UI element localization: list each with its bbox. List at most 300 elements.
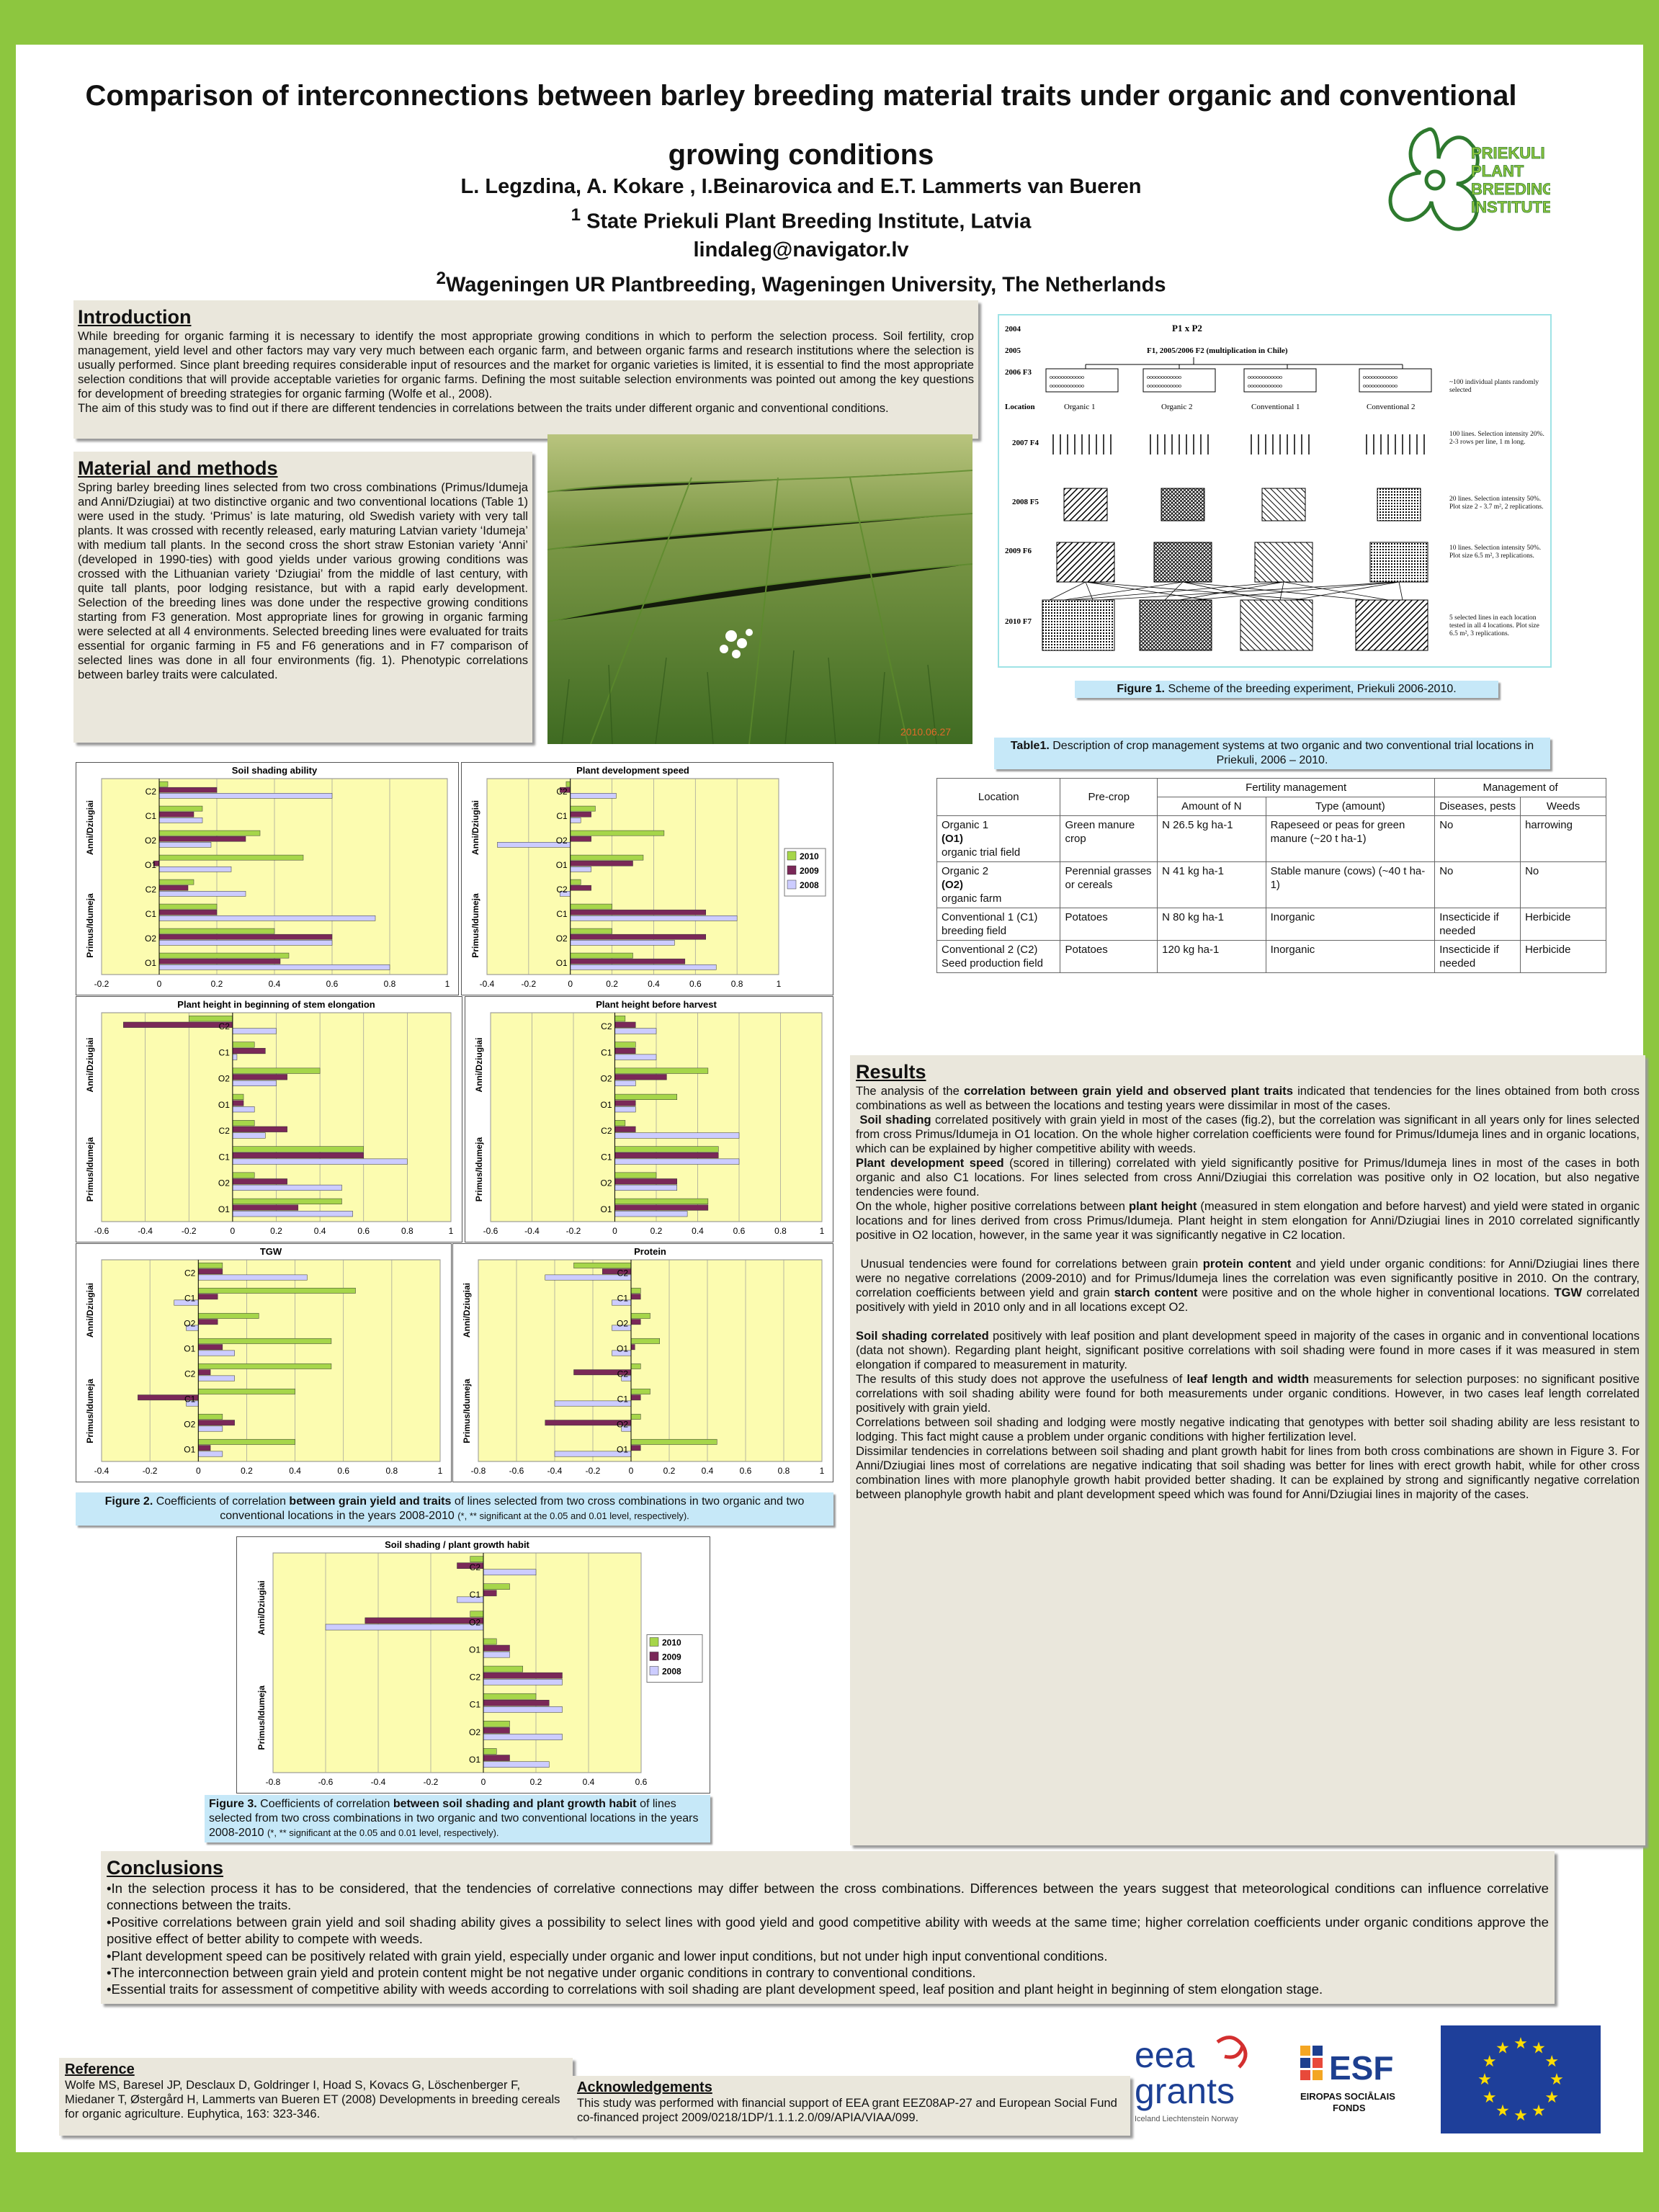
cell-n: N 80 kg ha-1 [1158,908,1266,941]
tick-label: -0.2 [142,1466,158,1476]
scheme-note-4: 10 lines. Selection intensity 50%. Plot size 6.5 m², 3 replications. [1449,545,1542,560]
scheme-seeds-8: oooooooooooo [1363,382,1398,389]
cell-type: Rapeseed or peas for green manure (~20 t ha-1) [1266,816,1435,862]
bar-2009 [159,934,332,939]
breeding-scheme [998,314,1552,668]
th-fertility: Fertility management [1158,779,1435,797]
cell-location: Conventional 1 (C1) [942,911,1038,923]
cell-n: 120 kg ha-1 [1158,941,1266,973]
r1c: indicated that tendencies for the lines obtained from both cross combinations as well as between the locations and testing years were dissimilar in most of the cases. [856,1084,1640,1112]
bar-2009 [233,1127,287,1132]
tick-label: -0.2 [521,979,537,989]
fig2-text-c: of lines selected from two cross combinations in two organic and two conventional locations in the years 2008-2010 [220,1495,805,1522]
category-label: O2 [144,933,156,944]
bar-2010 [198,1439,295,1444]
bar-2010 [159,879,194,885]
tick-label: 0.6 [357,1226,370,1236]
category-label: C2 [218,1021,230,1032]
bar-2008 [615,1159,740,1165]
bar-2009 [615,1022,636,1028]
esf-line1: EIROPAS SOCIĀLAIS [1300,2091,1395,2102]
legend-swatch [650,1667,658,1675]
author-block [210,173,1392,299]
chart-plant-development [461,762,833,995]
tick-label: -0.6 [94,1226,109,1236]
bar-2010 [574,1263,632,1268]
bar-2010 [571,855,643,860]
category-label: C1 [184,1293,196,1304]
scheme-note-1: ~100 individual plants randomly selected [1449,379,1539,394]
tick-label: 0.8 [385,1466,398,1476]
plot-area [273,1553,641,1773]
tick-label: -0.8 [470,1466,486,1476]
category-label: C2 [556,885,568,895]
bar-2010 [483,1584,510,1590]
grants-word: grants [1135,2071,1235,2111]
bar-2008 [483,1679,563,1685]
figure1-text: Scheme of the breeding experiment, Priekuli 2006-2010. [1165,683,1457,695]
category-label: C2 [184,1369,196,1379]
conclusion-item: •Positive correlations between grain yield and soil shading ability gives a possibility to select lines with good yield and good competitive ability with weeds at the same time; higher correlation coefficients under organic conditions approve the positive effect of better ability to compete with weeds. [107,1914,1549,1947]
category-label: C2 [145,885,156,895]
eu-star-icon: ★ [1513,2107,1528,2125]
chart-title: TGW [259,1246,282,1257]
reference-heading: Reference [65,2061,135,2077]
bar-2009 [483,1590,496,1596]
tick-label: 0 [480,1777,486,1787]
institute2: Wageningen UR Plantbreeding, Wageningen University, The Netherlands [445,273,1166,297]
tick-label: -0.4 [524,1226,540,1236]
category-label: C1 [145,811,156,821]
tick-label: 0.6 [337,1466,350,1476]
scheme-year-2005: 2005 [1005,346,1021,355]
bar-2010 [159,806,202,811]
esf-logo [1297,2035,1412,2125]
bar-2010 [233,1173,254,1178]
fig3-text-b: between soil shading and plant growth habit [393,1798,637,1810]
th-management: Management of [1435,779,1606,797]
bar-2009 [571,959,685,964]
bar-2009 [631,1345,635,1350]
scheme-seeds-1: oooooooooooo [1050,374,1084,380]
bar-2008 [571,793,617,798]
category-label: O2 [555,933,568,944]
cell-diseases: Insecticide if needed [1435,908,1521,941]
conclusion-item: •Plant development speed can be positively related with grain yield, especially under organic and lower input conditions, but not under high input conventional conditions. [107,1948,1108,1964]
group-label: Anni/Dziugiai [474,1037,484,1093]
bar-2009 [483,1727,510,1733]
scheme-year-2004: 2004 [1005,325,1021,333]
bar-2009 [198,1345,223,1350]
scheme-note-2: 100 lines. Selection intensity 20%. 2-3 rows per line, 1 m long. [1449,431,1544,446]
figure1-caption [1075,681,1498,698]
tick-label: 0.6 [739,1466,752,1476]
email[interactable]: lindaleg@navigator.lv [693,238,909,261]
legend-label: 2009 [662,1652,681,1662]
eu-star-icon: ★ [1531,2102,1546,2121]
scheme-loc-c2: Conventional 2 [1367,403,1416,411]
results-p1 [856,1084,1640,1113]
category-label: C1 [601,1047,612,1058]
bar-2008 [483,1706,563,1712]
r6a: Soil shading correlated [856,1329,989,1343]
reference-section [59,2058,573,2136]
bar-2009 [159,787,217,792]
category-label: C1 [218,1047,230,1058]
chart-title: Protein [634,1246,666,1257]
cell-location: Conventional 2 (C2) [942,944,1038,956]
bar-2010 [198,1288,355,1293]
group-label: Anni/Dziugiai [85,800,95,855]
scheme-f1f2: F1, 2005/2006 F2 (multiplication in Chile) [1147,346,1288,355]
r4a: On the whole, higher positive correlations between [856,1199,1129,1213]
bar-2010 [615,1016,625,1021]
intro-text: While breeding for organic farming it is necessary to identify the most appropriate growing conditions in which to perform the selection process. Soil fertility, crop management, yield level and other factors may vary very much between each organic farm, and between organic farms and research institutions where the selection is usually performed. Since plant breeding requires considerable input of resources and the market for organic varieties is limited, it is essential to find the most appropriate selection conditions that will provide acceptable varieties for organic farms. Defining the most suitable selection environments was pointed out among the key questions for development of breeding strategies for organic farming (Wolfe et al., 2008). [78,329,974,400]
r5f: TGW [1554,1286,1583,1299]
cell-precrop: Perennial grasses or cereals [1060,862,1158,908]
results-p9: Dissimilar tendencies in correlations between soil shading and plant growth habit for lines from both cross combinations are shown in Figure 3. For Anni/Dziugiai lines most of correlations are negative indicating that soil shading was better for lines with erect growth habit, while for other cross combination lines with more planophyle growth habit provided better shading. It can be explained by strong and significantly negative correlation between planophyle growth habit and plant development speed which was found for Anni/Dziugiai lines in majority of the cases. [856,1444,1640,1501]
photo-date-stamp: 2010.06.27 [900,726,952,738]
bar-2010 [631,1389,650,1394]
legend-label: 2009 [800,866,819,876]
bar-2008 [233,1185,342,1191]
tick-label: -0.4 [138,1226,153,1236]
scheme-year-2009: 2009 F6 [1005,547,1032,555]
bar-2008 [233,1159,408,1165]
bar-2010 [198,1263,223,1268]
bar-2009 [631,1395,640,1400]
bar-2008 [159,964,390,970]
r6c: positively with leaf position and plant development speed in majority of the cases in organic and in conventional locations (data not shown). Regarding plant height, significant positive correlations with soil shading were found in more cases if it was measured in stem elongation if compared to measurement in maturity. [856,1329,1640,1371]
bar-2009 [483,1700,549,1706]
tick-label: 0 [628,1466,634,1476]
tick-label: -0.4 [547,1466,563,1476]
bar-2009 [483,1673,563,1678]
category-label: O2 [616,1318,628,1329]
results-p7 [856,1372,1640,1415]
reference-text: Wolfe MS, Baresel JP, Desclaux D, Goldringer I, Hoad S, Kovacs G, Löschenberger F, Miedaner T, Østergård H, Lammerts van Bueren ET (2008) Developments in breeding cereals for organic agriculture. Euphytica, 163: 323-346. [65,2078,560,2121]
bar-2009 [365,1618,483,1624]
bar-2009 [233,1048,265,1054]
bar-2008 [198,1426,223,1431]
results-p4 [856,1199,1640,1242]
fig2-text-d: (*, ** significant at the 0.05 and 0.01 level, respectively). [457,1510,689,1521]
category-label: O1 [184,1444,196,1455]
bar-2010 [571,904,612,909]
bar-2009 [631,1446,640,1451]
bar-2010 [615,1042,636,1048]
eea-grants-logo [1131,2031,1286,2132]
r3c: (scored in tillering) correlated with yield significantly positive for Primus/Idumeja lines in most of the cases in both organic and also C1 locations. For lines selected from cross Anni/Dziugiai this correlation was positive only in O2 location, but also negative tendencies were found. [856,1156,1640,1199]
r1a: The analysis of the [856,1084,964,1098]
bar-2010 [571,879,581,885]
methods-heading: Material and methods [78,457,278,479]
tick-label: 0 [612,1226,617,1236]
eea-grants-icon [1131,2031,1286,2132]
category-label: C2 [601,1021,612,1032]
category-label: O1 [184,1343,196,1354]
bar-2008 [198,1376,234,1381]
authors-line [210,173,1392,201]
results-section [850,1055,1645,1845]
bar-2009 [159,836,246,841]
chart-protein [452,1243,833,1482]
institute-line [210,201,1392,236]
bar-2010 [631,1338,660,1343]
esf-word: ESF [1329,2049,1394,2087]
bar-2009 [571,861,633,866]
bar-2008 [483,1570,536,1575]
tick-label: 0.2 [241,1466,253,1476]
intro-aim: The aim of this study was to find out if there are different tendencies in correlations between the traits under different organic and conventional conditions. [78,401,889,415]
bar-2008 [483,1734,563,1739]
legend-swatch [650,1652,658,1661]
bar-2009 [198,1370,210,1375]
scheme-seeds-6: oooooooooooo [1248,382,1282,389]
bar-2010 [470,1557,483,1562]
tick-label: 1 [444,979,450,989]
chart-height-stem-elongation [76,996,462,1242]
cell-precrop: Potatoes [1060,908,1158,941]
tick-label: -0.4 [94,1466,109,1476]
group-label: Primus/Idumeja [462,1379,472,1443]
table-row [937,816,1606,862]
bar-2010 [233,1120,254,1126]
bar-2010 [631,1288,640,1293]
fig3-text-c: of lines selected from two cross combinations in two organic and two conventional locations in the years 2008-2010 [209,1798,699,1839]
legend-swatch [787,851,796,860]
ack-heading: Acknowledgements [577,2079,712,2095]
scheme-seeds-2: oooooooooooo [1050,382,1084,389]
group-label: Anni/Dziugiai [470,800,480,855]
r7c: measurements for selection purposes: no significant positive correlations with soil shading ability were found for both measurements under organic conditions. However, in two cases leaf length correlated positively with grain yield. [856,1372,1640,1415]
fig2-label: Figure 2. [104,1495,153,1508]
logo-word-2: PLANT [1471,162,1524,180]
bar-2010 [233,1147,364,1152]
management-table [936,778,1606,973]
bar-2009 [571,934,706,939]
th-weeds: Weeds [1521,797,1606,816]
bar-2009 [123,1022,233,1028]
esf-line2: FONDS [1333,2103,1366,2113]
bar-2008 [159,940,332,945]
bar-2009 [615,1127,636,1132]
r5b: protein content [1202,1257,1292,1271]
bar-2009 [483,1755,510,1761]
tick-label: 0.2 [270,1226,282,1236]
scheme-year-2008: 2008 F5 [1012,498,1039,506]
cell-code: (O1) [942,833,963,845]
tick-label: 0.4 [701,1466,714,1476]
scheme-note-3: 20 lines. Selection intensity 50%. Plot size 2 - 3.7 m², 2 replications. [1449,496,1544,511]
bar-2010 [159,855,303,860]
category-label: O2 [468,1617,480,1628]
bar-2009 [233,1205,298,1211]
category-label: C1 [601,1152,612,1163]
bar-2008 [571,940,675,945]
bar-2010 [483,1639,496,1644]
tick-label: -0.2 [94,979,109,989]
results-p6 [856,1329,1640,1372]
chart-title: Soil shading / plant growth habit [385,1539,529,1550]
tick-label: 0.4 [582,1777,595,1787]
bar-2010 [571,830,664,836]
cell-type: Stable manure (cows) (~40 t ha-1) [1266,862,1435,908]
category-label: O1 [468,1644,480,1655]
bar-2008 [615,1185,677,1191]
legend-swatch [650,1638,658,1647]
r5c: and yield under organic conditions: for Anni/Dziugiai lines there were no negative correlations (2009-2010) and for Primus/Idumeja lines the correlation was even significantly positive in 2010. On the contrary, correlation coefficients between yield and grain [856,1257,1640,1299]
bar-2008 [159,818,202,823]
eu-star-icon: ★ [1531,2039,1546,2058]
institute: State Priekuli Plant Breeding Institute, Latvia [586,210,1032,233]
bar-2010 [631,1414,640,1419]
conclusion-item: •The interconnection between grain yield and protein content might be not negative under organic conditions in contrary to conventional conditions. [107,1965,976,1981]
chart-title: Plant height before harvest [596,999,717,1010]
tick-label: -0.4 [370,1777,386,1787]
bar-2008 [571,915,737,921]
tick-label: 0.4 [648,979,660,989]
r3a: Plant development speed [856,1156,1004,1170]
fig3-text-d: (*, ** significant at the 0.05 and 0.01 level, respectively). [267,1827,499,1838]
eu-star-icon: ★ [1482,2053,1497,2071]
fig2-text-a: Coefficients of correlation [153,1495,290,1508]
bar-2009 [198,1420,234,1425]
tick-label: 0.2 [210,979,223,989]
legend-swatch [787,880,796,889]
cell-weeds: Herbicide [1521,941,1606,973]
tick-label: -0.2 [181,1226,197,1236]
cell-type: Inorganic [1266,941,1435,973]
conclusion-item: •In the selection process it has to be considered, that the tendencies of correlative connections may differ between the cross combinations. Differences between the years suggest that meteorological conditions can influence correlative connections between the traits. [107,1881,1549,1913]
bar-2010 [233,1199,342,1204]
tick-label: 1 [819,1226,825,1236]
category-label: C1 [617,1293,628,1304]
table-row [937,941,1606,973]
eu-star-icon: ★ [1477,2071,1492,2089]
category-label: O2 [600,1178,612,1188]
intro-heading: Introduction [78,306,192,328]
tick-label: 0.2 [650,1226,663,1236]
bar-2010 [615,1094,677,1100]
bar-2009 [233,1152,364,1158]
chart-title: Plant development speed [576,765,689,776]
scheme-cross: P1 x P2 [1172,323,1202,333]
bar-2008 [571,818,581,823]
category-label: O2 [555,836,568,846]
tick-label: 0.4 [692,1226,704,1236]
tick-label: 0.2 [529,1777,542,1787]
th-amount-n: Amount of N [1158,797,1266,816]
cell-sub: organic trial field [942,846,1021,859]
category-label: C2 [617,1369,628,1379]
bar-2008 [615,1106,636,1112]
bar-2010 [233,1042,254,1048]
th-location: Location [937,779,1060,816]
tick-label: -0.8 [265,1777,281,1787]
category-label: O2 [184,1419,196,1430]
legend-label: 2008 [800,880,819,890]
tick-label: 0.8 [730,979,743,989]
cell-diseases: No [1435,862,1521,908]
bar-2010 [483,1748,496,1754]
category-label: C2 [601,1126,612,1137]
logo-word-3: BREEDING [1471,180,1550,198]
category-label: C2 [145,787,156,797]
fig3-label: Figure 3. [209,1798,257,1810]
category-label: C1 [145,909,156,919]
bar-2008 [615,1080,636,1086]
group-label: Anni/Dziugiai [462,1283,472,1338]
category-label: O2 [468,1727,480,1737]
eu-star-icon: ★ [1495,2039,1510,2058]
category-label: O1 [144,958,156,968]
category-label: C1 [469,1699,480,1710]
tick-label: 0.4 [268,979,281,989]
results-p5 [856,1257,1640,1315]
bar-2008 [198,1275,307,1280]
cell-weeds: Herbicide [1521,908,1606,941]
bar-2008 [615,1133,740,1139]
category-label: O2 [218,1073,230,1084]
eu-star-icon: ★ [1495,2102,1510,2121]
eu-flag [1441,2025,1601,2133]
bar-2008 [615,1029,657,1034]
tick-label: 0.8 [777,1466,790,1476]
bar-2010 [189,1016,233,1021]
table-row [937,862,1606,908]
bar-2009 [483,1645,510,1651]
bar-2010 [159,830,260,836]
tick-label: -0.2 [423,1777,439,1787]
legend-label: 2010 [800,851,819,861]
scheme-loc-o1: Organic 1 [1064,403,1096,411]
bar-2010 [615,1120,625,1126]
bar-2008 [233,1054,237,1060]
cell-sub: Seed production field [942,957,1043,970]
bar-2010 [483,1666,523,1672]
cell-type: Inorganic [1266,908,1435,941]
tick-label: 0 [156,979,162,989]
tick-label: -0.6 [318,1777,334,1787]
th-type: Type (amount) [1266,797,1435,816]
table1-text: Description of crop management systems at two organic and two conventional trial locations in Priekuli, 2006 – 2010. [1049,740,1534,766]
r4b: plant height [1128,1199,1197,1213]
bar-2009 [159,959,280,964]
conclusions-heading: Conclusions [107,1857,224,1879]
institute2-line [210,264,1392,300]
bar-2008 [198,1451,223,1456]
bar-2009 [615,1152,719,1158]
methods-section [73,452,532,743]
figure2-caption [76,1492,833,1526]
bar-2010 [571,806,596,811]
category-label: C1 [218,1152,230,1163]
chart-shading-growth-habit [236,1536,710,1794]
scheme-seeds-3: oooooooooooo [1147,374,1181,380]
r5a: Unusual tendencies were found for correlations between grain [860,1257,1203,1271]
bar-2009 [198,1294,218,1299]
bar-2010 [483,1693,536,1699]
bar-2010 [159,782,168,787]
cell-precrop: Green manure crop [1060,816,1158,862]
bar-2010 [198,1389,295,1394]
group-label: Primus/Idumeja [85,1379,95,1443]
cell-n: N 41 kg ha-1 [1158,862,1266,908]
conclusion-item: •Essential traits for assessment of competitive ability with weeds according to correlations with soil shading are plant development speed, leaf position and plant height in beginning of stem elongation stage. [107,1982,1323,1997]
bar-2009 [159,910,217,915]
bar-2009 [571,812,591,817]
